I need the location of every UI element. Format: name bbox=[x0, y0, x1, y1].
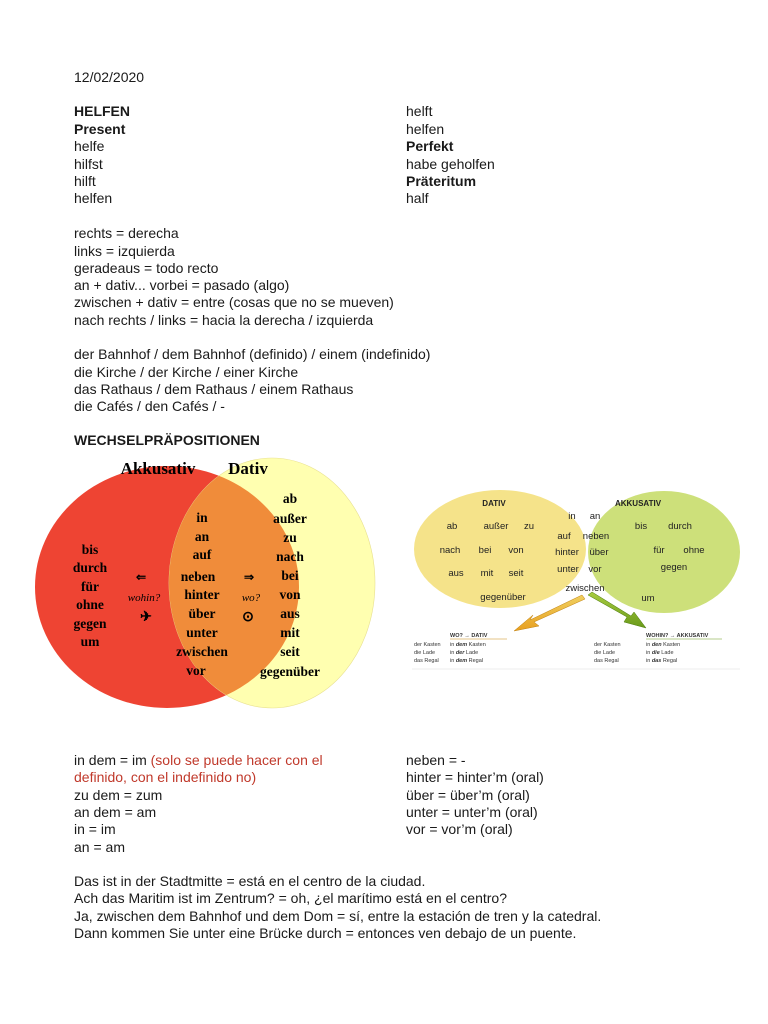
present-form-plural: helfen bbox=[406, 121, 445, 137]
direction-line: nach rechts / links = hacia la derecha / izquierda bbox=[74, 312, 374, 328]
example-noun: das Regal bbox=[414, 658, 439, 664]
location-dot-icon: ⊙ bbox=[242, 610, 254, 625]
both-preposition: vor bbox=[186, 663, 206, 678]
sentence-line: Ja, zwischen dem Bahnhof und dem Dom = sí, entre la estación de tren y la catedral. bbox=[74, 908, 602, 924]
both-preposition: neben bbox=[582, 531, 610, 542]
both-preposition: in bbox=[196, 510, 208, 525]
dat-preposition: gegenüber bbox=[260, 664, 320, 679]
akkusativ-title: Akkusativ bbox=[120, 459, 196, 478]
venn-diagram-akkusativ-dativ bbox=[14, 452, 386, 716]
section-title: WECHSELPRÄPOSITIONEN bbox=[74, 432, 260, 448]
dat-preposition: mit bbox=[280, 625, 300, 640]
article-line: die Cafés / den Cafés / - bbox=[74, 398, 225, 414]
perfekt-form: habe geholfen bbox=[406, 156, 495, 172]
dat-preposition: außer bbox=[483, 521, 509, 532]
dativ-title: Dativ bbox=[228, 459, 268, 478]
present-label: Present bbox=[74, 121, 126, 137]
direction-line: geradeaus = todo recto bbox=[74, 260, 219, 276]
arrow-left-icon: ⇐ bbox=[135, 570, 147, 584]
dat-preposition: mit bbox=[480, 568, 494, 579]
akk-preposition: für bbox=[653, 545, 665, 556]
contraction-line: vor = vor’m (oral) bbox=[406, 821, 513, 837]
perfekt-label: Perfekt bbox=[406, 138, 454, 154]
example-phrase: in den Kasten bbox=[646, 642, 681, 648]
contraction-line: an dem = am bbox=[74, 804, 157, 820]
dat-preposition: seit bbox=[508, 568, 524, 579]
venn-diagram-dativ-akkusativ bbox=[412, 485, 744, 675]
contraction-line: an = am bbox=[74, 839, 125, 855]
both-preposition: vor bbox=[588, 564, 602, 575]
both-preposition: an bbox=[589, 511, 601, 522]
contraction-line: unter = unter’m (oral) bbox=[406, 804, 538, 820]
present-form: hilfst bbox=[74, 156, 103, 172]
akk-preposition: für bbox=[81, 579, 99, 594]
akk-preposition: durch bbox=[668, 521, 692, 532]
akk-preposition: ohne bbox=[683, 545, 705, 556]
dat-preposition: aus bbox=[448, 568, 464, 579]
both-preposition: hinter bbox=[555, 547, 579, 558]
dat-preposition: gegenüber bbox=[480, 592, 526, 603]
akkusativ-title: AKKUSATIV bbox=[614, 499, 662, 508]
dat-preposition: aus bbox=[280, 606, 300, 621]
akk-preposition: um bbox=[641, 593, 655, 604]
dat-preposition: ab bbox=[446, 521, 458, 532]
both-preposition: zwischen bbox=[176, 644, 228, 659]
sentence-line: Dann kommen Sie unter eine Brücke durch = entonces ven debajo de un puente. bbox=[74, 925, 577, 941]
both-preposition: über bbox=[188, 606, 216, 621]
verb-title: HELFEN bbox=[74, 103, 130, 119]
example-phrase: in dem Kasten bbox=[450, 642, 486, 648]
both-preposition: über bbox=[589, 547, 609, 558]
present-form-plural: helft bbox=[406, 103, 433, 119]
example-noun: die Lade bbox=[414, 650, 436, 656]
sentence-line: Das ist in der Stadtmitte = está en el centro de la ciudad. bbox=[74, 873, 426, 889]
article-line: der Bahnhof / dem Bahnhof (definido) / einem (indefinido) bbox=[74, 346, 431, 362]
akk-preposition: bis bbox=[81, 542, 99, 557]
arrow-right-icon: ⇒ bbox=[243, 570, 255, 584]
both-preposition: zwischen bbox=[565, 583, 605, 594]
both-preposition: auf bbox=[192, 547, 212, 562]
dat-preposition: nach bbox=[276, 549, 304, 564]
both-preposition: unter bbox=[557, 564, 579, 575]
akk-preposition: bis bbox=[634, 521, 648, 532]
dat-preposition: bei bbox=[478, 545, 492, 556]
direction-line: links = izquierda bbox=[74, 243, 175, 259]
dat-preposition: von bbox=[279, 587, 301, 602]
wo-dativ-heading: WO? → DATIV bbox=[450, 633, 488, 639]
akk-preposition: ohne bbox=[76, 597, 104, 612]
both-preposition: in bbox=[568, 511, 576, 522]
contraction-line: zu dem = zum bbox=[74, 787, 163, 803]
dat-preposition: bei bbox=[281, 568, 299, 583]
contraction-line: in = im bbox=[74, 821, 116, 837]
example-phrase: in das Regal bbox=[646, 658, 678, 664]
wohin-label: wohin? bbox=[127, 592, 161, 604]
contraction-line: neben = - bbox=[406, 752, 466, 768]
akk-preposition: gegen bbox=[73, 616, 107, 631]
example-noun: der Kasten bbox=[594, 642, 621, 648]
both-preposition: auf bbox=[557, 531, 571, 542]
dat-preposition: seit bbox=[280, 644, 300, 659]
both-preposition: an bbox=[194, 529, 210, 544]
contraction-line: definido, con el indefinido no) bbox=[74, 769, 257, 785]
present-form: helfe bbox=[74, 138, 105, 154]
dativ-title: DATIV bbox=[482, 499, 506, 508]
direction-line: zwischen + dativ = entre (cosas que no se mueven) bbox=[74, 294, 394, 310]
article-line: das Rathaus / dem Rathaus / einem Rathaus bbox=[74, 381, 354, 397]
sentence-line: Ach das Maritim ist im Zentrum? = oh, ¿el marítimo está en el centro? bbox=[74, 890, 507, 906]
both-preposition: unter bbox=[186, 625, 218, 640]
present-form: hilft bbox=[74, 173, 96, 189]
contraction-line: über = über’m (oral) bbox=[406, 787, 530, 803]
example-phrase: in dem Regal bbox=[450, 658, 484, 664]
article-line: die Kirche / der Kirche / einer Kirche bbox=[74, 364, 299, 380]
dat-preposition: ab bbox=[282, 491, 298, 506]
akk-preposition: durch bbox=[72, 560, 108, 575]
example-noun: die Lade bbox=[594, 650, 616, 656]
praeteritum-form: half bbox=[406, 190, 429, 206]
contraction-line: in dem = im (solo se puede hacer con el bbox=[74, 752, 323, 768]
example-noun: das Regal bbox=[594, 658, 619, 664]
praeteritum-label: Präteritum bbox=[406, 173, 477, 189]
plane-icon: ✈ bbox=[140, 610, 152, 625]
example-noun: der Kasten bbox=[414, 642, 441, 648]
both-preposition: neben bbox=[180, 569, 216, 584]
present-form: helfen bbox=[74, 190, 113, 206]
wohin-akkusativ-heading: WOHIN? → AKKUSATIV bbox=[646, 633, 709, 639]
direction-line: rechts = derecha bbox=[74, 225, 179, 241]
wo-label: wo? bbox=[241, 592, 261, 604]
dat-preposition: nach bbox=[439, 545, 461, 556]
contraction-line: hinter = hinter’m (oral) bbox=[406, 769, 544, 785]
dat-preposition: zu bbox=[283, 530, 297, 545]
dat-preposition: von bbox=[508, 545, 524, 556]
dat-preposition: außer bbox=[273, 511, 307, 526]
akk-preposition: gegen bbox=[660, 562, 688, 573]
example-phrase: in der Lade bbox=[450, 650, 479, 656]
both-preposition: hinter bbox=[184, 587, 220, 602]
akk-preposition: um bbox=[80, 634, 100, 649]
direction-line: an + dativ... vorbei = pasado (algo) bbox=[74, 277, 290, 293]
dat-preposition: zu bbox=[523, 521, 535, 532]
date: 12/02/2020 bbox=[74, 69, 145, 85]
example-phrase: in die Lade bbox=[646, 650, 674, 656]
